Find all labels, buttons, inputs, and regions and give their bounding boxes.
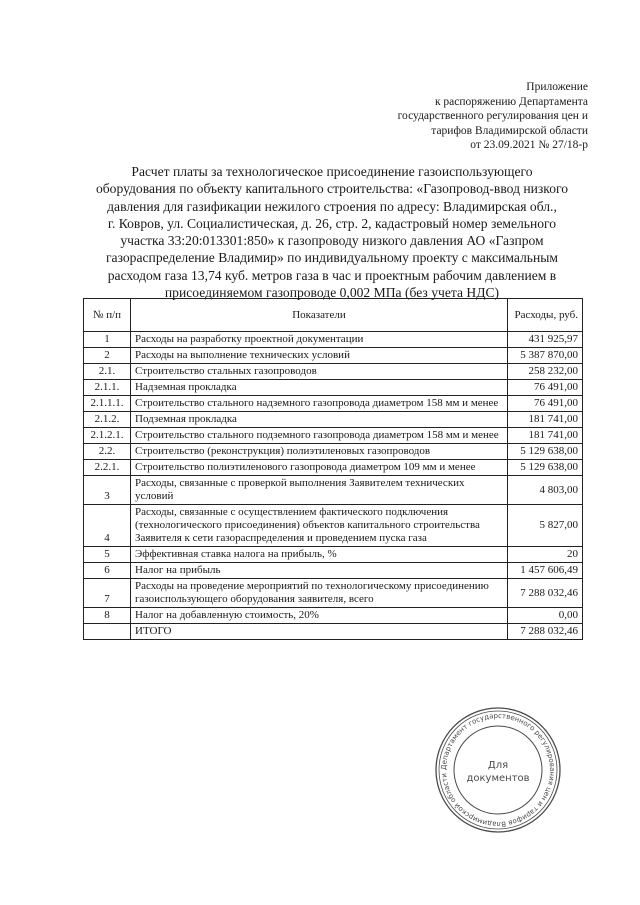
table-row xyxy=(84,476,583,505)
row-indicator: Строительство полиэтиленового газопровода диаметром 109 мм и менее xyxy=(131,460,508,476)
stamp-center-line2: документов xyxy=(466,773,530,784)
stamp-ring-text: Департамент государственного регулирования цен и тарифов Владимирской области xyxy=(439,711,557,829)
row-indicator: Строительство (реконструкция) полиэтиленовых газопроводов xyxy=(131,444,508,460)
row-indicator: Строительство стального надземного газопровода диаметром 158 мм и менее xyxy=(131,396,508,412)
title-line: Расчет платы за технологическое присоединение газоиспользующего xyxy=(131,164,533,179)
row-indicator: Расходы на выполнение технических условий xyxy=(131,348,508,364)
row-value: 5 129 638,00 xyxy=(508,444,583,460)
table-row xyxy=(84,505,583,547)
row-indicator: Подземная прокладка xyxy=(131,412,508,428)
title-line: расходом газа 13,74 куб. метров газа в час и проектным рабочим давлением в xyxy=(107,267,557,283)
row-num: 2.1.2.1. xyxy=(84,428,131,444)
appendix-line: к распоряжению Департамента xyxy=(434,95,588,108)
title-line: оборудования по объекту капитального строительства: «Газопровод-ввод низкого xyxy=(95,181,569,197)
table-row xyxy=(84,380,583,396)
row-value: 431 925,97 xyxy=(508,332,583,348)
row-num: 2 xyxy=(84,348,131,364)
title-line: давления для газификации нежилого строения по адресу: Владимирская обл., xyxy=(107,198,557,214)
row-num: 6 xyxy=(84,563,131,579)
stamp-center-line1: Для xyxy=(487,760,509,771)
row-value: 5 129 638,00 xyxy=(508,460,583,476)
table-row xyxy=(84,412,583,428)
appendix-line: тарифов Владимирской области xyxy=(431,124,588,137)
row-indicator: Расходы на разработку проектной документации xyxy=(131,332,508,348)
title-line: присоединяемом газопроводе 0,002 МПа (без учета НДС) xyxy=(164,285,500,301)
cost-table xyxy=(83,298,583,640)
row-value: 181 741,00 xyxy=(508,412,583,428)
row-num: 7 xyxy=(84,579,131,608)
row-num: 2.2.1. xyxy=(84,460,131,476)
row-num: 2.1.1. xyxy=(84,380,131,396)
row-value: 76 491,00 xyxy=(508,380,583,396)
appendix-line: от 23.09.2021 № 27/18-р xyxy=(470,139,588,151)
row-num: 4 xyxy=(84,505,131,547)
table-row xyxy=(84,348,583,364)
row-indicator: Расходы, связанные с проверкой выполнения Заявителем технических условий xyxy=(131,476,508,505)
row-value: 20 xyxy=(508,547,583,563)
document-title xyxy=(82,163,582,301)
row-num: 2.1. xyxy=(84,364,131,380)
table-row xyxy=(84,444,583,460)
appendix-line: Приложение xyxy=(526,81,588,93)
header-value: Расходы, руб. xyxy=(508,299,583,332)
row-value: 1 457 606,49 xyxy=(508,563,583,579)
table-row xyxy=(84,579,583,608)
row-value: 7 288 032,46 xyxy=(508,624,583,640)
row-indicator: ИТОГО xyxy=(131,624,508,640)
row-value: 5 827,00 xyxy=(508,505,583,547)
appendix-block xyxy=(398,80,588,153)
row-num: 2.1.1.1. xyxy=(84,396,131,412)
table-row xyxy=(84,332,583,348)
table-row xyxy=(84,364,583,380)
row-value: 5 387 870,00 xyxy=(508,348,583,364)
table-row xyxy=(84,428,583,444)
row-num: 2.2. xyxy=(84,444,131,460)
table-row xyxy=(84,460,583,476)
title-line: газораспределение Владимир» по индивидуальному проекту с максимальным xyxy=(105,250,559,266)
row-indicator: Строительство стального подземного газопровода диаметром 158 мм и менее xyxy=(131,428,508,444)
table-row xyxy=(84,608,583,624)
row-indicator: Налог на добавленную стоимость, 20% xyxy=(131,608,508,624)
row-value: 7 288 032,46 xyxy=(508,579,583,608)
row-indicator: Строительство стальных газопроводов xyxy=(131,364,508,380)
table-row xyxy=(84,624,583,640)
appendix-line: государственного регулирования цен и xyxy=(397,110,588,122)
row-value: 0,00 xyxy=(508,608,583,624)
row-value: 4 803,00 xyxy=(508,476,583,505)
row-value: 76 491,00 xyxy=(508,396,583,412)
row-num xyxy=(84,624,131,640)
row-num: 5 xyxy=(84,547,131,563)
row-num: 8 xyxy=(84,608,131,624)
row-indicator: Надземная прокладка xyxy=(131,380,508,396)
title-line: участка 33:20:013301:850» к газопроводу низкого давления АО «Газпром xyxy=(120,233,544,249)
stamp-seal xyxy=(433,705,563,835)
table-body xyxy=(84,332,583,640)
row-num: 1 xyxy=(84,332,131,348)
header-num: № п/п xyxy=(84,299,131,332)
header-indicator: Показатели xyxy=(131,299,508,332)
row-indicator: Эффективная ставка налога на прибыль, % xyxy=(131,547,508,563)
row-num: 2.1.2. xyxy=(84,412,131,428)
row-num: 3 xyxy=(84,476,131,505)
row-indicator: Расходы, связанные с осуществлением фактического подключения (технологического присоединения) объектов капитального строительства Заявителя к сети газораспределения и проведением пуска газа xyxy=(131,505,508,547)
row-value: 258 232,00 xyxy=(508,364,583,380)
row-indicator: Расходы на проведение мероприятий по технологическому присоединению газоиспользующего оборудования заявителя, всего xyxy=(131,579,508,608)
table-row xyxy=(84,396,583,412)
row-value: 181 741,00 xyxy=(508,428,583,444)
table-header-row xyxy=(84,299,583,332)
table-row xyxy=(84,547,583,563)
row-indicator: Налог на прибыль xyxy=(131,563,508,579)
table-row xyxy=(84,563,583,579)
title-line: г. Ковров, ул. Социалистическая, д. 26, стр. 2, кадастровый номер земельного xyxy=(107,215,557,231)
